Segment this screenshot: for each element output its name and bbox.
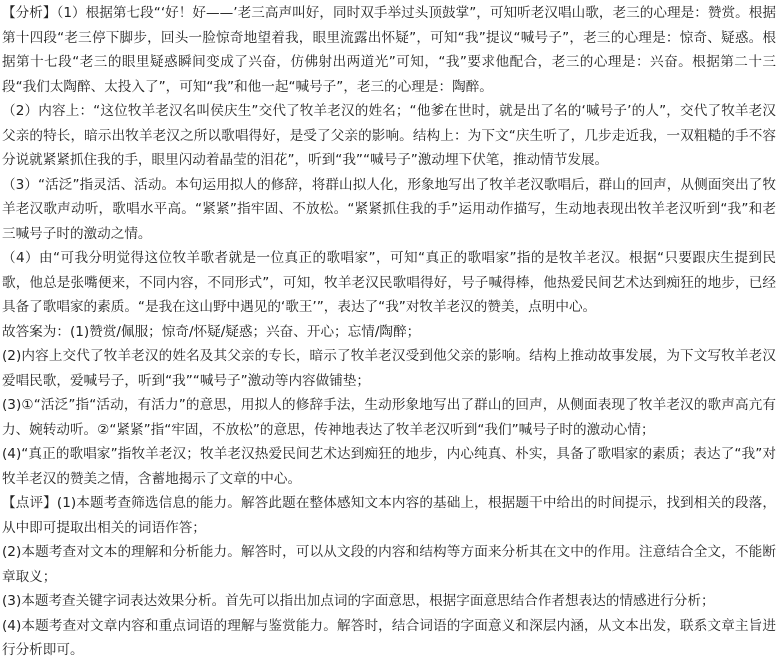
analysis-paragraph-3: （3）“活泛”指灵活、活动。本句运用拟人的修辞，将群山拟人化，形象地写出了牧羊老汉歌唱后，群山的回声，从侧面突出了牧羊老汉歌声动听，歌唱水平高。“紧紧”指牢固、不放松。“紧紧抓住我的手”运用动作描写，生动地表现出牧羊老汉听到“我”和老三喊号子时的激动之情。 <box>2 176 776 242</box>
answer-line-1: 故答案为：(1)赞赏/佩服；惊奇/怀疑/疑惑；兴奋、开心；忘情/陶醉； <box>2 323 421 340</box>
analysis-paragraph-2: （2）内容上：“这位牧羊老汉名叫侯庆生”交代了牧羊老汉的姓名；“他爹在世时，就是出了名的‘喊号子’的人”，交代了牧羊老汉父亲的特长，暗示出牧羊老汉之所以歌唱得好，是受了父亲的影响。结构上：为下文“庆生听了，几步走近我，一双粗糙的手不容分说就紧紧抓住我的手，眼里闪动着晶莹的泪花”，听到“我”“喊号子”激动埋下伏笔，推动情节发展。 <box>2 103 776 168</box>
comment-paragraph-2: (2)本题考查对文本的理解和分析能力。解答时，可以从文段的内容和结构等方面来分析其在文中的作用。注意结合全文，不能断章取义； <box>2 544 776 585</box>
analysis-paragraph-4: （4）由“可我分明觉得这位牧羊歌者就是一位真正的歌唱家”，可知“真正的歌唱家”指的是牧羊老汉。根据“只要跟庆生提到民歌，他总是张嘴便来，不同内容，不同形式”，可知，牧羊老汉民歌唱得好，号子喊得棒，他热爱民间艺术达到痴狂的地步，已经具备了歌唱家的素质。“是我在这山野中遇见的‘歌王’”，表达了“我”对牧羊老汉的赞美，点明中心。 <box>2 250 776 315</box>
analysis-tag: 【分析】 <box>2 5 57 21</box>
comment-paragraph-1 <box>2 491 776 540</box>
answer-document <box>2 1 776 663</box>
comment-text: (1)本题考查筛选信息的能力。解答此题在整体感知文本内容的基础上，根据题干中给出的时间提示，找到相关的段落，从中即可提取出相关的词语作答； <box>2 495 776 536</box>
comment-paragraph-4: (4)本题考查对文章内容和重点词语的理解与鉴赏能力。解答时，结合词语的字面意义和深层内涵，从文本出发，联系文章主旨进行分析即可。 <box>2 617 776 658</box>
answer-line-2: (2)内容上交代了牧羊老汉的姓名及其父亲的专长，暗示了牧羊老汉受到他父亲的影响。结构上推动故事发展，为下文写牧羊老汉爱唱民歌，爱喊号子，听到“我”“喊号子”激动等内容做铺垫； <box>2 348 776 389</box>
analysis-text: （1）根据第七段“‘好！好——’老三高声叫好，同时双手举过头顶鼓掌”，可知听老汉唱山歌，老三的心理是：赞赏。根据第十四段“老三停下脚步，回头一脸惊奇地望着我，眼里流露出怀疑”，可知“我”提议“喊号子”，老三的心理是：惊奇、疑惑。根据第十七段“老三的眼里疑惑瞬间变成了兴奋，仿佛射出两道光”可知，“我”要求他配合，老三的心理是：兴奋。根据第二十三段“我们太陶醉、太投入了”，可知“我”和他一起“喊号子”，老三的心理是：陶醉。 <box>2 5 777 95</box>
comment-paragraph-3: (3)本题考查关键字词表达效果分析。首先可以指出加点词的字面意思，根据字面意思结合作者想表达的情感进行分析； <box>2 593 715 609</box>
analysis-paragraph-1 <box>2 1 776 99</box>
answer-line-3: (3)①“活泛”指“活动，有活力”的意思，用拟人的修辞手法，生动形象地写出了群山的回声，从侧面表现了牧羊老汉的歌声高亢有力、婉转动听。②“紧紧”指“牢固，不放松”的意思，传神地表达了牧羊老汉听到“我们”喊号子时的激动心情； <box>2 397 776 438</box>
comment-tag: 【点评】 <box>2 495 57 511</box>
answer-line-4: (4)“真正的歌唱家”指牧羊老汉；牧羊老汉热爱民间艺术达到痴狂的地步，内心纯真、朴实，具备了歌唱家的素质；表达了“我”对牧羊老汉的赞美之情，含蓄地揭示了文章的中心。 <box>2 446 776 487</box>
